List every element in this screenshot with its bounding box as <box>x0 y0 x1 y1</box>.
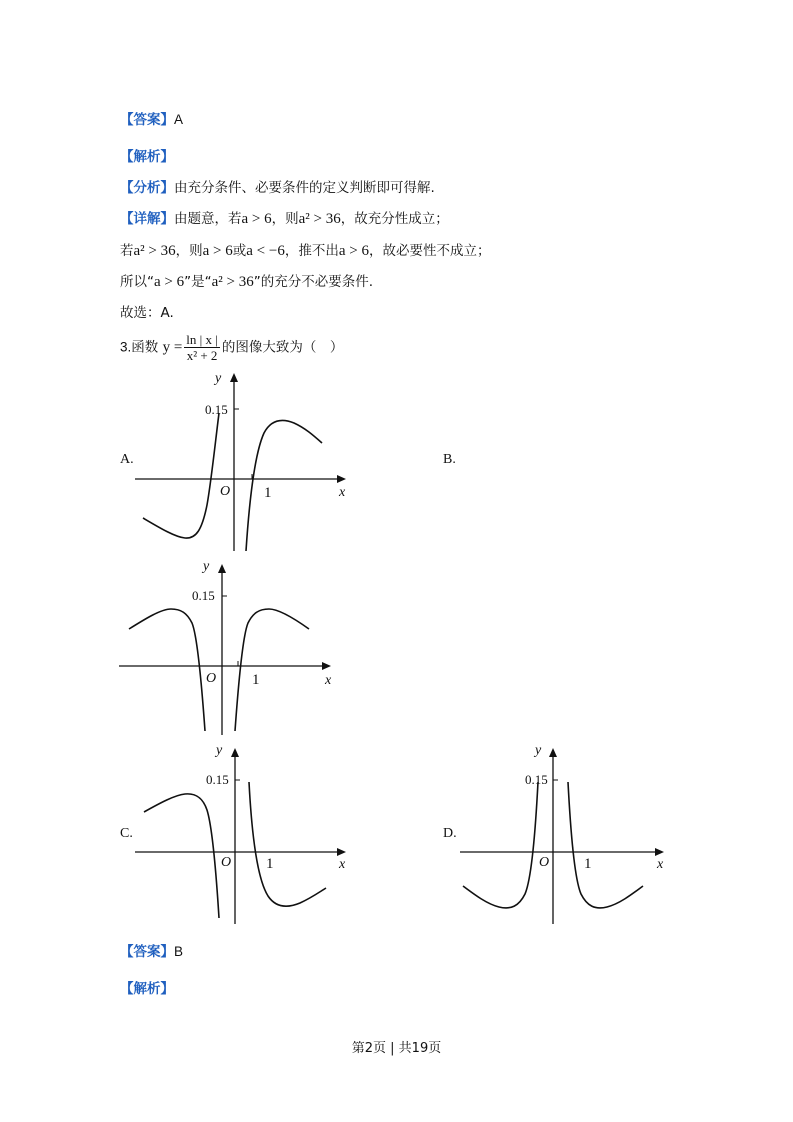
graph-option-a <box>130 365 360 560</box>
x-tick-label: 1 <box>584 856 592 872</box>
option-a-label: A. <box>120 452 134 467</box>
math-condition: a > 6 <box>241 211 272 227</box>
y-axis-arrow <box>231 748 239 757</box>
fenxi-tag: 【分析】 <box>120 180 174 196</box>
math-expr: a > 6 <box>202 243 233 259</box>
x-axis-label: x <box>325 673 332 688</box>
graph-option-b <box>115 555 345 745</box>
curve-right <box>568 782 643 908</box>
origin-label: O <box>220 484 231 499</box>
text: 或 <box>232 243 247 259</box>
function-fraction <box>184 332 220 363</box>
answer-tag: 【答案】 <box>120 944 174 960</box>
origin-label: O <box>539 855 550 870</box>
y-tick-label: 0.15 <box>192 588 215 603</box>
math-result: a² > 36 <box>298 211 341 227</box>
curve-right <box>249 782 326 906</box>
detail-text-3: ，故充分性成立； <box>340 211 449 227</box>
curve-left <box>463 782 538 908</box>
q2-detail-line <box>120 207 449 228</box>
q2-answer-line <box>120 108 183 128</box>
text: 若 <box>120 243 134 259</box>
x-tick-label: 1 <box>266 856 274 872</box>
y-tick-label: 0.15 <box>205 402 228 417</box>
y-tick-label: 0.15 <box>525 772 548 787</box>
q3-analysis-line <box>120 977 174 997</box>
q2-analysis-line <box>120 145 174 165</box>
text: 所以“ <box>120 274 154 290</box>
option-c-label: C. <box>120 826 133 841</box>
text: ，则 <box>175 243 203 259</box>
x-axis-label: x <box>657 857 664 872</box>
math-expr: a > 6 <box>338 243 369 259</box>
x-axis-arrow <box>337 475 346 483</box>
fenxi-text: 由充分条件、必要条件的定义判断即可得解. <box>174 180 435 196</box>
y-axis-label: y <box>215 371 222 386</box>
x-axis-arrow <box>337 848 346 856</box>
text: ”的充分不必要条件. <box>253 274 374 290</box>
option-b-label: B. <box>443 452 456 467</box>
math-expr: a > 6 <box>154 274 185 290</box>
x-axis-label: x <box>339 857 346 872</box>
x-axis-arrow <box>322 662 331 670</box>
answer-tag: 【答案】 <box>120 112 174 128</box>
stem-text: 的图像大致为（ ） <box>221 339 344 356</box>
y-axis-label: y <box>203 559 210 574</box>
graph-option-d <box>455 740 685 930</box>
fraction-denominator: x² + 2 <box>186 348 218 363</box>
text: ，推不出 <box>284 243 339 259</box>
q3-answer-line <box>120 940 183 960</box>
q2-necessity-line <box>120 239 490 260</box>
detail-text-1: 由题意，若 <box>174 211 242 227</box>
q2-choice-line <box>120 301 174 321</box>
math-expr: a² > 36 <box>211 274 254 290</box>
x-tick-label: 1 <box>252 672 260 688</box>
answer-value: A <box>174 112 184 127</box>
detail-tag: 【详解】 <box>120 211 174 227</box>
curve-left <box>144 794 219 918</box>
y-axis-arrow <box>549 748 557 757</box>
answer-value: B <box>174 944 184 959</box>
function-lhs: y = <box>162 339 183 356</box>
y-axis-arrow <box>230 373 238 382</box>
curve-right <box>246 420 322 551</box>
y-axis-arrow <box>218 564 226 573</box>
text: ”是“ <box>184 274 212 290</box>
math-expr: a² > 36 <box>133 243 176 259</box>
text: ，故必要性不成立； <box>368 243 491 259</box>
analysis-tag: 【解析】 <box>120 149 174 165</box>
y-axis-label: y <box>216 743 223 758</box>
math-expr: a < −6 <box>246 243 285 259</box>
q3-stem <box>120 332 343 363</box>
page-footer: 第2页 | 共19页 <box>351 1041 442 1056</box>
option-d-label: D. <box>443 826 457 841</box>
curve-left <box>129 609 205 731</box>
x-tick-label: 1 <box>264 485 272 501</box>
analysis-tag: 【解析】 <box>120 981 174 997</box>
question-number: 3. <box>120 339 132 355</box>
curve-left <box>143 413 219 538</box>
y-tick-label: 0.15 <box>206 772 229 787</box>
curve-right <box>235 609 309 731</box>
choice-text: 故选：A. <box>120 305 174 321</box>
x-axis-label: x <box>339 485 346 500</box>
q2-fenxi-line <box>120 176 435 196</box>
fraction-numerator: ln | x | <box>186 332 218 347</box>
graph-option-c <box>130 740 360 930</box>
q2-conclusion-line <box>120 270 373 291</box>
stem-text: 函数 <box>131 339 159 356</box>
origin-label: O <box>206 671 217 686</box>
origin-label: O <box>221 855 232 870</box>
x-axis-arrow <box>655 848 664 856</box>
detail-text-2: ，则 <box>271 211 299 227</box>
y-axis-label: y <box>535 743 542 758</box>
